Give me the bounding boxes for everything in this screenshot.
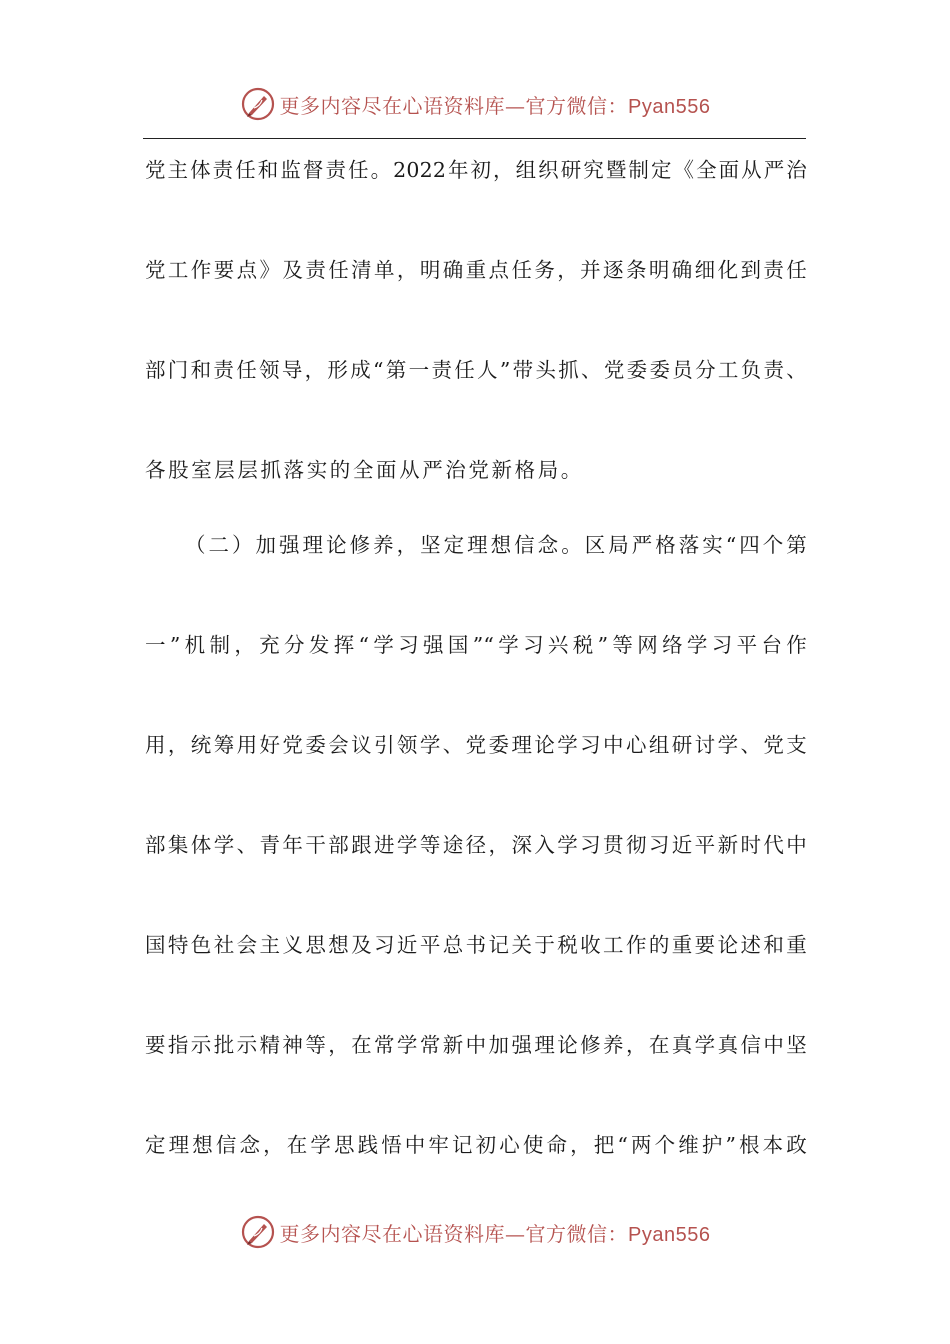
footer-banner <box>0 1212 950 1252</box>
body-line-6: 一”机制，充分发挥“学习强国”“学习兴税”等网络学习平台作 <box>145 633 807 657</box>
body-line-1: 党主体责任和监督责任。2022年初，组织研究暨制定《全面从严治 <box>145 158 807 182</box>
body-line-2: 党工作要点》及责任清单，明确重点任务，并逐条明确细化到责任 <box>145 258 807 282</box>
header-banner <box>0 84 950 124</box>
pen-circle-logo-icon <box>240 1214 276 1250</box>
body-line-9: 国特色社会主义思想及习近平总书记关于税收工作的重要论述和重 <box>145 933 807 957</box>
pen-circle-logo-icon <box>240 86 276 122</box>
header-banner-label: 更多内容尽在心语资料库—官方微信： <box>279 93 629 118</box>
body-line-3: 部门和责任领导，形成“第一责任人”带头抓、党委委员分工负责、 <box>145 358 807 382</box>
header-banner-text <box>280 90 711 119</box>
body-line-8: 部集体学、青年干部跟进学等途径，深入学习贯彻习近平新时代中 <box>145 833 807 857</box>
header-banner-wechat-id: Pyan556 <box>628 95 711 118</box>
header-divider <box>143 138 806 139</box>
footer-banner-label: 更多内容尽在心语资料库—官方微信： <box>279 1221 629 1246</box>
body-line-10: 要指示批示精神等，在常学常新中加强理论修养，在真学真信中坚 <box>145 1033 807 1057</box>
body-line-5: （二）加强理论修养，坚定理想信念。区局严格落实“四个第 <box>185 533 807 557</box>
body-line-4: 各股室层层抓落实的全面从严治党新格局。 <box>145 458 584 482</box>
footer-banner-text <box>280 1218 711 1247</box>
footer-banner-wechat-id: Pyan556 <box>628 1223 711 1246</box>
body-line-11: 定理想信念，在学思践悟中牢记初心使命，把“两个维护”根本政 <box>145 1133 807 1157</box>
body-line-7: 用，统筹用好党委会议引领学、党委理论学习中心组研讨学、党支 <box>145 733 807 757</box>
